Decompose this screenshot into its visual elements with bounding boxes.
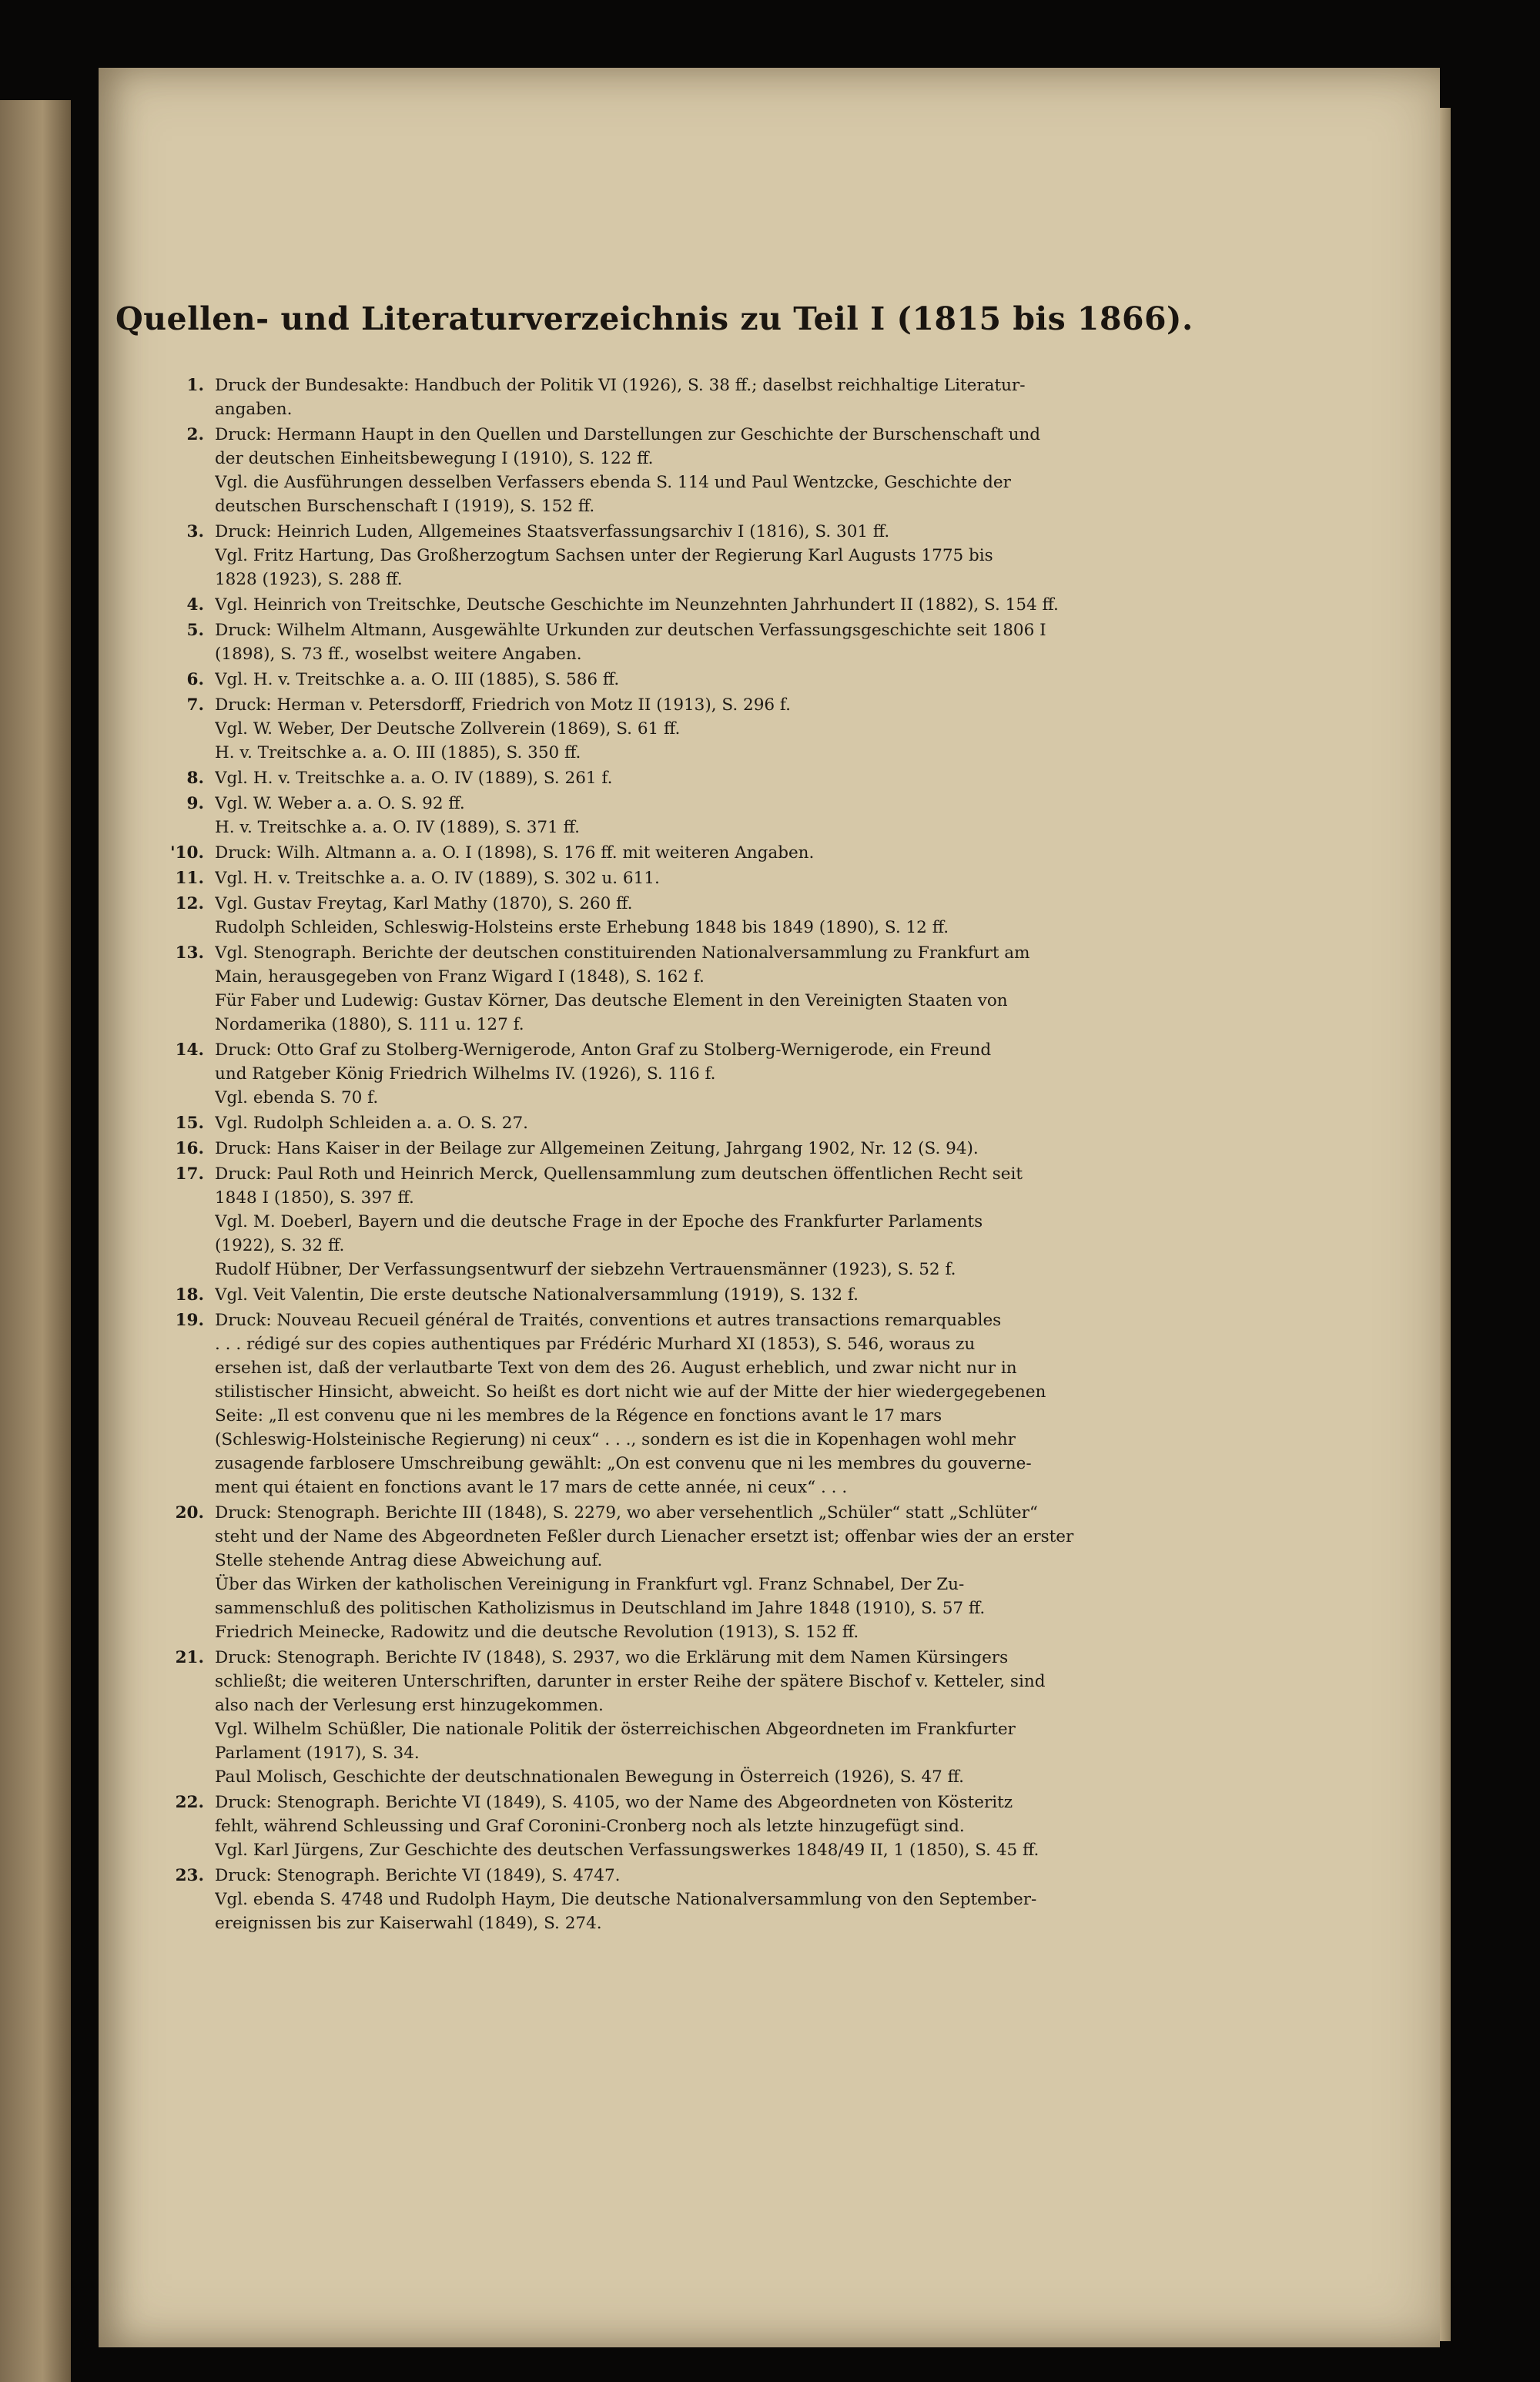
entry-number: 20. <box>175 1503 204 1523</box>
entry-line: deutschen Burschenschaft I (1919), S. 152 ff. <box>215 497 595 516</box>
entry-number: 4. <box>186 595 204 615</box>
entry-number: 16. <box>175 1139 204 1158</box>
entry-line: Seite: „Il est convenu que ni les membres de la Régence en fonctions avant le 17 mars <box>215 1406 942 1426</box>
reference-entry <box>166 1283 1136 1307</box>
entry-line: zusagende farblosere Umschreibung gewählt: „On est convenu que ni les membres du gouverne- <box>215 1454 1032 1473</box>
entry-line: Druck: Herman v. Petersdorff, Friedrich von Motz II (1913), S. 296 f. <box>215 695 791 715</box>
entry-line: Druck: Hermann Haupt in den Quellen und Darstellungen zur Geschichte der Burschenschaft und <box>215 425 1041 444</box>
entry-text <box>215 1111 1136 1135</box>
entry-text <box>215 1283 1136 1307</box>
page-title: Quellen- und Literaturverzeichnis zu Teil I (1815 bis 1866). <box>116 300 1194 337</box>
entry-line: angaben. <box>215 400 293 419</box>
entry-text <box>215 792 1136 839</box>
entry-line: Druck: Stenograph. Berichte IV (1848), S. 2937, wo die Erklärung mit dem Namen Kürsingers <box>215 1648 1009 1667</box>
entry-number: 22. <box>175 1793 204 1812</box>
entry-line: 1848 I (1850), S. 397 ff. <box>215 1188 414 1208</box>
entry-line: Druck: Heinrich Luden, Allgemeines Staatsverfassungsarchiv I (1816), S. 301 ff. <box>215 522 890 541</box>
entry-text <box>215 593 1136 617</box>
entry-text <box>215 693 1136 765</box>
reference-entry <box>166 618 1136 666</box>
entry-line: schließt; die weiteren Unterschriften, darunter in erster Reihe der spätere Bischof v. Ketteler, sind <box>215 1672 1046 1691</box>
reference-entry <box>166 766 1136 790</box>
reference-entry <box>166 668 1136 692</box>
entry-line: Für Faber und Ludewig: Gustav Körner, Das deutsche Element in den Vereinigten Staaten von <box>215 991 1008 1010</box>
entry-text <box>215 1791 1136 1862</box>
entry-line: Parlament (1917), S. 34. <box>215 1744 420 1763</box>
reference-entry <box>166 866 1136 890</box>
entry-line: ersehen ist, daß der verlautbarte Text von dem des 26. August erheblich, und zwar nicht nur in <box>215 1359 1017 1378</box>
reference-entry <box>166 1162 1136 1281</box>
entry-line: Druck: Stenograph. Berichte VI (1849), S. 4747. <box>215 1866 621 1885</box>
entry-text <box>215 941 1136 1037</box>
entry-line: H. v. Treitschke a. a. O. IV (1889), S. 371 ff. <box>215 818 580 837</box>
entry-text <box>215 1137 1136 1161</box>
entry-line: Druck: Paul Roth und Heinrich Merck, Quellensammlung zum deutschen öffentlichen Recht seit <box>215 1164 1023 1184</box>
entry-line: also nach der Verlesung erst hinzugekommen. <box>215 1696 604 1715</box>
entry-line: Vgl. ebenda S. 70 f. <box>215 1088 379 1107</box>
entry-text <box>215 892 1136 940</box>
entry-text <box>215 668 1136 692</box>
entry-line: Vgl. Fritz Hartung, Das Großherzogtum Sachsen unter der Regierung Karl Augusts 1775 bis <box>215 546 993 565</box>
entry-line: Vgl. Heinrich von Treitschke, Deutsche Geschichte im Neunzehnten Jahrhundert II (1882), S. 154 ff. <box>215 595 1059 615</box>
entry-line: Druck der Bundesakte: Handbuch der Politik VI (1926), S. 38 ff.; daselbst reichhaltige Literatur- <box>215 376 1026 395</box>
reference-entry <box>166 1137 1136 1161</box>
entry-line: H. v. Treitschke a. a. O. III (1885), S. 350 ff. <box>215 743 581 762</box>
entry-line: Vgl. Karl Jürgens, Zur Geschichte des deutschen Verfassungswerkes 1848/49 II, 1 (1850), S. 45 ff. <box>215 1841 1040 1860</box>
entry-number: 12. <box>175 894 204 913</box>
entry-line: ment qui étaient en fonctions avant le 17 mars de cette année, ni ceux“ . . . <box>215 1478 848 1497</box>
entry-line: . . . rédigé sur des copies authentiques par Frédéric Murhard XI (1853), S. 546, woraus zu <box>215 1335 976 1354</box>
reference-entry <box>166 1308 1136 1499</box>
entry-line: Über das Wirken der katholischen Vereinigung in Frankfurt vgl. Franz Schnabel, Der Zu- <box>215 1575 965 1594</box>
entry-text <box>215 1038 1136 1110</box>
entry-line: Vgl. die Ausführungen desselben Verfassers ebenda S. 114 und Paul Wentzcke, Geschichte der <box>215 473 1011 492</box>
entry-line: (1922), S. 32 ff. <box>215 1236 345 1255</box>
entry-number: 11. <box>175 869 204 888</box>
entry-line: Paul Molisch, Geschichte der deutschnationalen Bewegung in Österreich (1926), S. 47 ff. <box>215 1767 965 1787</box>
entry-number: '10. <box>170 843 204 863</box>
entry-number: 18. <box>175 1285 204 1305</box>
reference-entry <box>166 841 1136 865</box>
entry-line: Druck: Wilh. Altmann a. a. O. I (1898), S. 176 ff. mit weiteren Angaben. <box>215 843 815 863</box>
entry-number: 7. <box>186 695 204 715</box>
reference-list <box>166 374 1136 1937</box>
entry-number: 8. <box>186 769 204 788</box>
entry-number: 9. <box>186 794 204 813</box>
entry-text <box>215 520 1136 591</box>
entry-text <box>215 841 1136 865</box>
entry-number: 1. <box>186 376 204 395</box>
entry-line: Vgl. W. Weber a. a. O. S. 92 ff. <box>215 794 465 813</box>
entry-line: Friedrich Meinecke, Radowitz und die deutsche Revolution (1913), S. 152 ff. <box>215 1623 859 1642</box>
entry-text <box>215 866 1136 890</box>
entry-line: ereignissen bis zur Kaiserwahl (1849), S. 274. <box>215 1914 602 1933</box>
entry-number: 14. <box>175 1040 204 1060</box>
reference-entry <box>166 1864 1136 1935</box>
entry-line: Vgl. Rudolph Schleiden a. a. O. S. 27. <box>215 1114 528 1133</box>
entry-line: Vgl. Veit Valentin, Die erste deutsche Nationalversammlung (1919), S. 132 f. <box>215 1285 859 1305</box>
entry-line: Main, herausgegeben von Franz Wigard I (1848), S. 162 f. <box>215 967 705 987</box>
reference-entry <box>166 693 1136 765</box>
reference-entry <box>166 374 1136 421</box>
reference-entry <box>166 1501 1136 1644</box>
facing-page-edge <box>0 100 71 2382</box>
entry-text <box>215 766 1136 790</box>
entry-text <box>215 423 1136 518</box>
entry-line: Rudolph Schleiden, Schleswig-Holsteins erste Erhebung 1848 bis 1849 (1890), S. 12 ff. <box>215 918 949 937</box>
entry-text <box>215 1308 1136 1499</box>
entry-line: Druck: Stenograph. Berichte III (1848), S. 2279, wo aber versehentlich „Schüler“ statt „Schlüter“ <box>215 1503 1038 1523</box>
entry-text <box>215 1864 1136 1935</box>
entry-line: Vgl. W. Weber, Der Deutsche Zollverein (1869), S. 61 ff. <box>215 719 681 739</box>
entry-line: Vgl. H. v. Treitschke a. a. O. III (1885), S. 586 ff. <box>215 670 620 689</box>
entry-line: stilistischer Hinsicht, abweicht. So heißt es dort nicht wie auf der Mitte der hier wiedergegebenen <box>215 1382 1046 1402</box>
entry-line: Vgl. H. v. Treitschke a. a. O. IV (1889), S. 261 f. <box>215 769 613 788</box>
reference-entry <box>166 941 1136 1037</box>
entry-text <box>215 374 1136 421</box>
entry-number: 5. <box>186 621 204 640</box>
entry-line: Druck: Hans Kaiser in der Beilage zur Allgemeinen Zeitung, Jahrgang 1902, Nr. 12 (S. 94). <box>215 1139 979 1158</box>
reference-entry <box>166 1111 1136 1135</box>
entry-line: Stelle stehende Antrag diese Abweichung auf. <box>215 1551 603 1570</box>
entry-number: 15. <box>175 1114 204 1133</box>
entry-line: steht und der Name des Abgeordneten Feßler durch Lienacher ersetzt ist; offenbar wies der an erster <box>215 1527 1074 1546</box>
entry-line: fehlt, während Schleussing und Graf Coronini-Cronberg noch als letzte hinzugefügt sind. <box>215 1817 965 1836</box>
reference-entry <box>166 1646 1136 1789</box>
entry-number: 2. <box>186 425 204 444</box>
entry-line: Vgl. Gustav Freytag, Karl Mathy (1870), S. 260 ff. <box>215 894 633 913</box>
entry-number: 21. <box>175 1648 204 1667</box>
entry-number: 17. <box>175 1164 204 1184</box>
reference-entry <box>166 792 1136 839</box>
entry-text <box>215 1162 1136 1281</box>
entry-line: Druck: Otto Graf zu Stolberg-Wernigerode, Anton Graf zu Stolberg-Wernigerode, ein Freund <box>215 1040 992 1060</box>
entry-line: der deutschen Einheitsbewegung I (1910), S. 122 ff. <box>215 449 654 468</box>
entry-line: (Schleswig-Holsteinische Regierung) ni ceux“ . . ., sondern es ist die in Kopenhagen wohl mehr <box>215 1430 1016 1449</box>
entry-line: und Ratgeber König Friedrich Wilhelms IV. (1926), S. 116 f. <box>215 1064 716 1084</box>
entry-line: (1898), S. 73 ff., woselbst weitere Angaben. <box>215 645 582 664</box>
entry-number: 13. <box>175 943 204 963</box>
entry-text <box>215 1501 1136 1644</box>
entry-line: Vgl. ebenda S. 4748 und Rudolph Haym, Die deutsche Nationalversammlung von den September- <box>215 1890 1037 1909</box>
reference-entry <box>166 423 1136 518</box>
entry-line: Nordamerika (1880), S. 111 u. 127 f. <box>215 1015 524 1034</box>
entry-line: Vgl. H. v. Treitschke a. a. O. IV (1889), S. 302 u. 611. <box>215 869 660 888</box>
entry-text <box>215 618 1136 666</box>
entry-line: Druck: Nouveau Recueil général de Traités, conventions et autres transactions remarquables <box>215 1311 1002 1330</box>
reference-entry <box>166 1038 1136 1110</box>
entry-number: 23. <box>175 1866 204 1885</box>
entry-line: Vgl. M. Doeberl, Bayern und die deutsche Frage in der Epoche des Frankfurter Parlaments <box>215 1212 983 1231</box>
entry-line: Rudolf Hübner, Der Verfassungsentwurf der siebzehn Vertrauensmänner (1923), S. 52 f. <box>215 1260 956 1279</box>
entry-line: 1828 (1923), S. 288 ff. <box>215 570 403 589</box>
reference-entry <box>166 520 1136 591</box>
entry-number: 3. <box>186 522 204 541</box>
reference-entry <box>166 892 1136 940</box>
reference-entry <box>166 593 1136 617</box>
entry-number: 6. <box>186 670 204 689</box>
reference-entry <box>166 1791 1136 1862</box>
entry-line: Druck: Wilhelm Altmann, Ausgewählte Urkunden zur deutschen Verfassungsgeschichte seit 1806 I <box>215 621 1046 640</box>
entry-text <box>215 1646 1136 1789</box>
entry-line: Druck: Stenograph. Berichte VI (1849), S. 4105, wo der Name des Abgeordneten von Kösteritz <box>215 1793 1013 1812</box>
entry-number: 19. <box>175 1311 204 1330</box>
entry-line: Vgl. Wilhelm Schüßler, Die nationale Politik der österreichischen Abgeordneten im Frankfurter <box>215 1720 1016 1739</box>
page-edge-shadow <box>1440 108 1451 2341</box>
entry-line: sammenschluß des politischen Katholizismus in Deutschland im Jahre 1848 (1910), S. 57 ff. <box>215 1599 986 1618</box>
entry-line: Vgl. Stenograph. Berichte der deutschen constituirenden Nationalversammlung zu Frankfurt am <box>215 943 1030 963</box>
